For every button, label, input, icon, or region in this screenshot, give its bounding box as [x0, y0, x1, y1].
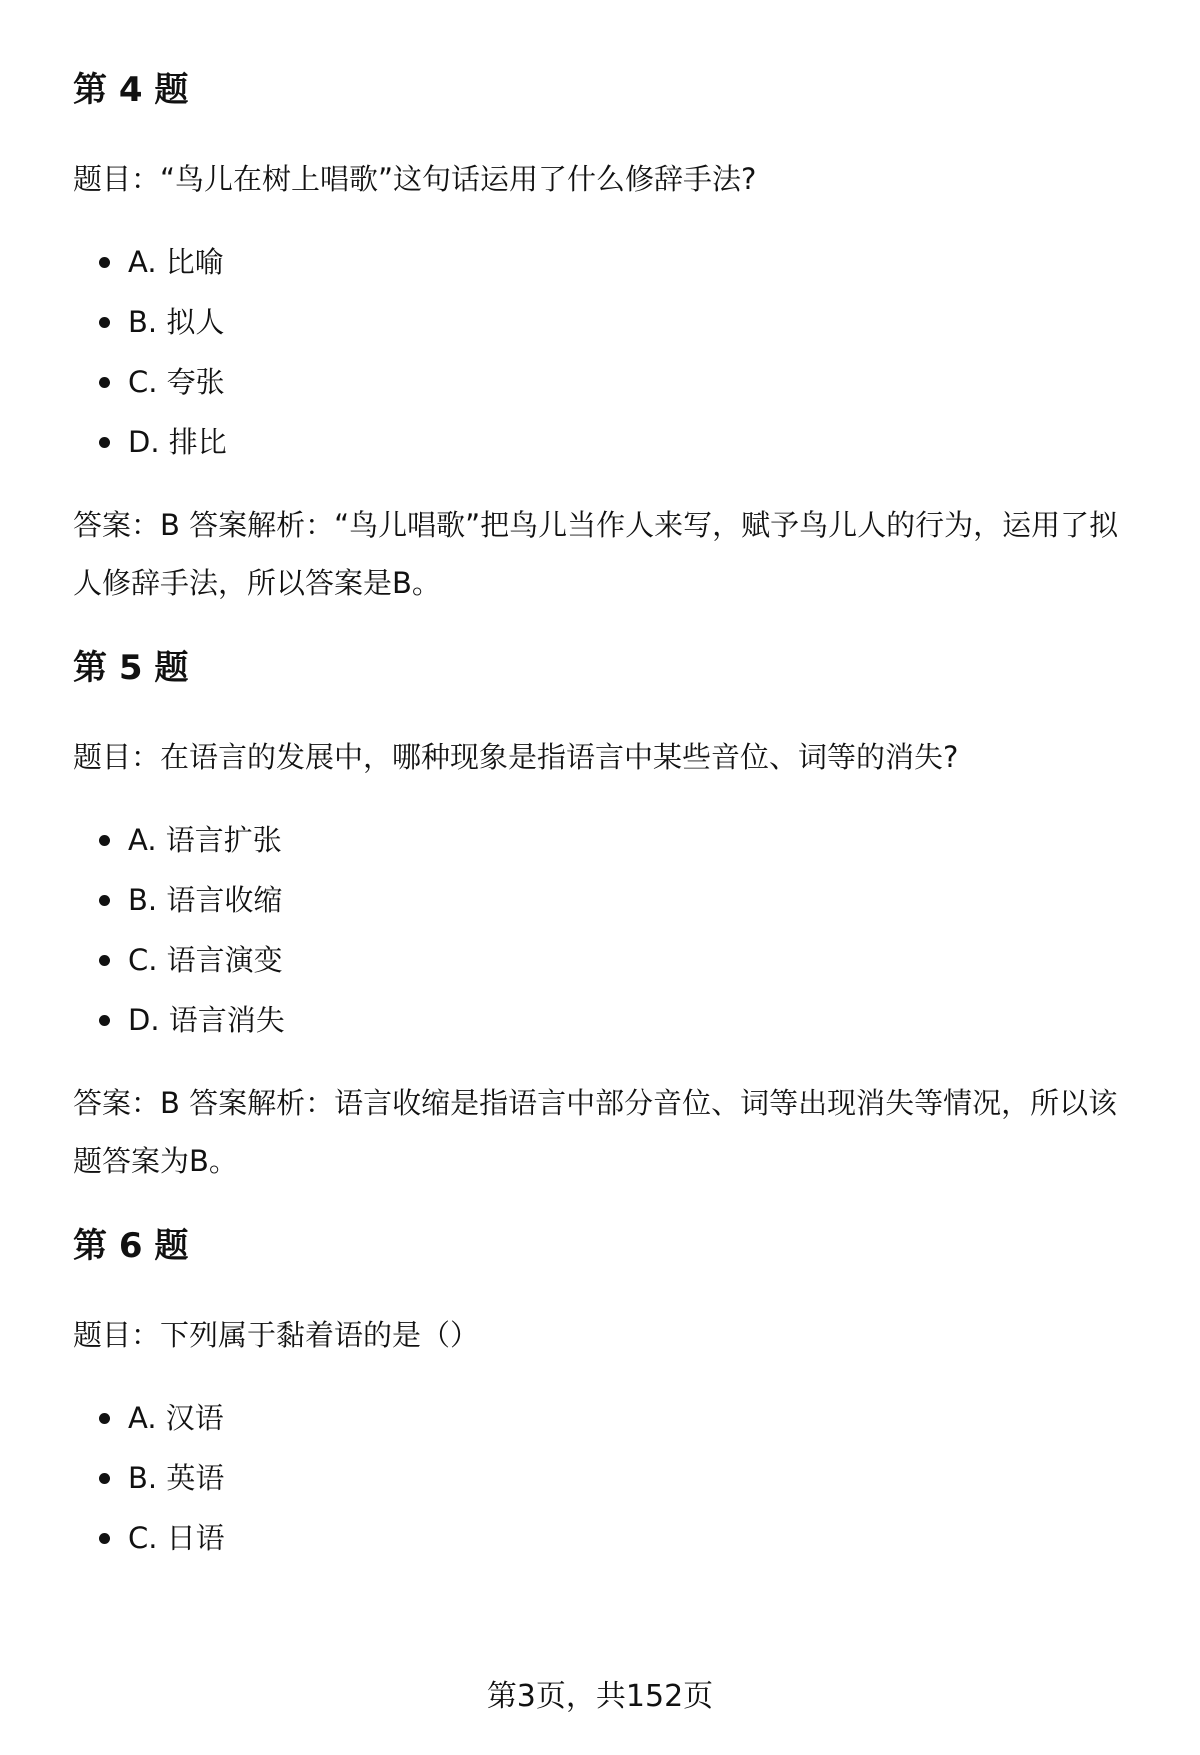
document-page — [73, 60, 1133, 1592]
option-d: D. 排比 — [73, 412, 1133, 472]
question-heading: 第 6 题 — [73, 1226, 189, 1266]
question-text: 题目：在语言的发展中，哪种现象是指语言中某些音位、词等的消失? — [73, 740, 959, 774]
option-list — [73, 232, 1133, 472]
option-list — [73, 1388, 1133, 1568]
option-a: A. 比喻 — [73, 232, 1133, 292]
answer-explanation: 答案：B 答案解析：“鸟儿唱歌”把鸟儿当作人来写，赋予鸟儿人的行为，运用了拟人修辞手法，所以答案是B。 — [73, 508, 1119, 600]
option-c: C. 夸张 — [73, 352, 1133, 412]
option-b: B. 拟人 — [73, 292, 1133, 352]
question-heading: 第 5 题 — [73, 648, 189, 688]
option-a: A. 语言扩张 — [73, 810, 1133, 870]
option-a: A. 汉语 — [73, 1388, 1133, 1448]
option-c: C. 语言演变 — [73, 930, 1133, 990]
option-d: D. 语言消失 — [73, 990, 1133, 1050]
question-heading: 第 4 题 — [73, 70, 189, 110]
question-text: 题目：下列属于黏着语的是（） — [73, 1318, 480, 1352]
page-number: 第3页，共152页 — [486, 1679, 714, 1714]
option-b: B. 英语 — [73, 1448, 1133, 1508]
option-b: B. 语言收缩 — [73, 870, 1133, 930]
question-6 — [73, 1216, 1133, 1568]
question-5 — [73, 638, 1133, 1190]
option-c: C. 日语 — [73, 1508, 1133, 1568]
question-text: 题目：“鸟儿在树上唱歌”这句话运用了什么修辞手法? — [73, 162, 757, 196]
answer-explanation: 答案：B 答案解析：语言收缩是指语言中部分音位、词等出现消失等情况，所以该题答案为B。 — [73, 1086, 1118, 1178]
question-4 — [73, 60, 1133, 612]
option-list — [73, 810, 1133, 1050]
